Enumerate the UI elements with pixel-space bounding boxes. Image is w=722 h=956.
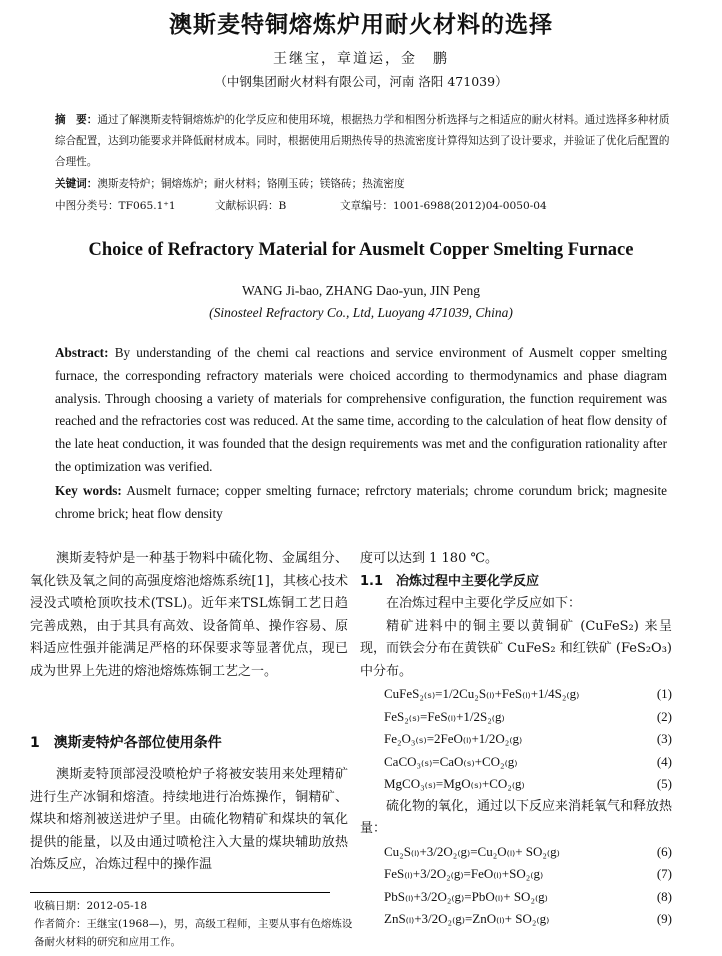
chinese-keywords [55,176,675,191]
document-code: 文献标识码：B [215,200,287,212]
equation-number: (5) [656,776,672,791]
equation-number: (4) [656,753,672,769]
equation: MgCO₃₍ₛ₎=MgO₍ₛ₎+CO₂₍g₎ [384,776,525,791]
equation-row [360,728,672,751]
sulfide-oxidation-intro: 硫化物的氧化，通过以下反应来消耗氧气和释放热量： [360,798,673,836]
english-abstract-label: Abstract: [55,345,109,360]
section-1-text: 澳斯麦特顶部浸没喷枪炉子将被安装用来处理精矿进行生产冰铜和熔渣。持续地进行冶炼操作，铜精矿、煤块和熔剂被送进炉子里。由硫化物精矿和煤块的氧化提供的能量，以及由通过喷枪注入大量的煤块辅助放热冶炼反应，冶炼过程中的操作温 [30,767,348,872]
subsection-1-1-heading: 1.1 冶炼过程中主要化学反应 [360,573,540,589]
equation-number: (7) [656,866,672,881]
footnote [34,897,354,951]
section-1-heading: 1 澳斯麦特炉各部位使用条件 [30,735,222,751]
subsection-1-1-text: 精矿进料中的铜主要以黄铜矿 (CuFeS₂) 来呈现，而铁会分布在黄铁矿 CuFeS₂ 和红铁矿 (FeS₂O₃) 中分布。 [360,618,672,679]
equation-number: (3) [656,731,672,746]
chinese-title: 澳斯麦特铜熔炼炉用耐火材料的选择 [169,11,553,38]
equation-row [360,908,672,931]
equation-number: (6) [656,843,672,859]
equation-row [360,773,672,796]
chinese-abstract-text: 通过了解澳斯麦特铜熔炼炉的化学反应和使用环境，根据热力学和相图分析选择与之相适应的耐火材料。通过选择多种材质综合配置，达到功能要求并降低耐材成本。同时，根据使用后期热传导的热流密度计算得知达到了设计要求，并验证了优化后配置的合理性。 [55,114,670,168]
equation-list-b [360,841,672,931]
subsection-1-1-intro: 在冶炼过程中主要化学反应如下： [386,596,582,611]
english-abstract-text: By understanding of the chemi cal reactions and service environment of Ausmelt copper smelting furnace, the corresponding refractory materials were choiced according to thermodynamics and phase diagram analysis. Through choosing a variety of materials for comprehensive configuration, the function requirement was reached and the refractories cost was reduced. At the same time, according to the calculation of heat flow density of the late heat conduction, it was founded that the design requirements was met and the configuration rationality after the optimization was verified. [55,345,668,474]
english-authors: WANG Ji-bao, ZHANG Dao-yun, JIN Peng [241,283,481,298]
equation-number: (8) [656,888,672,904]
continued-text: 度可以达到 1 180 ℃。 [360,551,499,566]
classification-line [55,198,675,213]
section-1-paragraph [30,764,348,877]
equation-row [360,841,672,864]
equation-number: (9) [656,911,672,926]
equation: CuFeS₂₍ₛ₎=1/2Cu₂S₍ₗ₎+FeS₍ₗ₎+1/4S₂₍g₎ [384,686,580,701]
equation-row [360,886,672,909]
english-keywords-text: Ausmelt furnace; copper smelting furnace; refrctory materials; chrome corundum brick; magnesite chrome brick; heat flow density [55,483,667,521]
english-affiliation: (Sinosteel Refractory Co., Ltd, Luoyang 471039, China) [209,305,513,320]
chinese-abstract [55,110,675,173]
chinese-keywords-text: 澳斯麦特炉；铜熔炼炉；耐火材料；铬刚玉砖；镁铬砖；热流密度 [97,178,405,190]
equation: Cu₂S₍ₗ₎+3/2O₂₍g₎=Cu₂O₍ₗ₎+ SO₂₍g₎ [384,843,560,859]
right-column [360,548,672,931]
equation: ZnS₍ₗ₎+3/2O₂₍g₎=ZnO₍ₗ₎+ SO₂₍g₎ [384,911,550,926]
equation-number: (1) [656,686,672,701]
equation-row [360,751,672,774]
english-abstract [55,342,667,479]
chinese-abstract-label: 摘 要： [55,114,98,126]
equation-number: (2) [656,708,672,724]
equation: FeS₍ₗ₎+3/2O₂₍g₎=FeO₍ₗ₎+SO₂₍g₎ [384,866,544,881]
equation-row [360,863,672,886]
chinese-keywords-label: 关键词： [55,178,98,190]
equation-row [360,683,672,706]
english-keywords [55,480,667,526]
equation-row [360,706,672,729]
clc-number: 中图分类号：TF065.1⁺1 [55,200,176,212]
english-keywords-label: Key words: [55,483,122,498]
english-title: Choice of Refractory Material for Ausmelt Copper Smelting Furnace [88,240,634,260]
chinese-authors: 王继宝，章道运，金 鹏 [273,51,449,67]
intro-text: 澳斯麦特炉是一种基于物料中硫化物、金属组分、氧化铁及氧之间的高强度熔池熔炼系统[1]，其核心技术浸没式喷枪顶吹技术(TSL)。近年来TSL炼铜工艺日趋完善成熟，由于其具有高效、设备简单、操作容易、原料适应性强并能满足严格的环保要求等显著优点，现已成为世界上先进的熔池熔炼炼铜工艺之一。 [30,551,348,679]
equation: PbS₍ₗ₎+3/2O₂₍g₎=PbO₍ₗ₎+ SO₂₍g₎ [384,888,548,904]
received-date: 收稿日期：2012-05-18 [34,900,148,912]
equation: CaCO₃₍ₛ₎=CaO₍ₛ₎+CO₂₍g₎ [384,753,518,769]
chinese-affiliation: （中钢集团耐火材料有限公司，河南 洛阳 471039） [214,74,508,89]
article-number: 文章编号：1001-6988(2012)04-0050-04 [340,200,547,212]
equation: Fe₂O₃₍ₛ₎=2FeO₍ₗ₎+1/2O₂₍g₎ [384,731,523,746]
equation-list-a [360,683,672,796]
author-intro: 作者简介：王继宝(1968—)，男，高级工程师，主要从事有色熔炼设备耐火材料的研究和应用工作。 [34,918,353,948]
intro-paragraph [30,548,348,683]
footnote-rule [30,892,330,893]
equation: FeS₂₍ₛ₎=FeS₍ₗ₎+1/2S₂₍g₎ [384,708,505,724]
